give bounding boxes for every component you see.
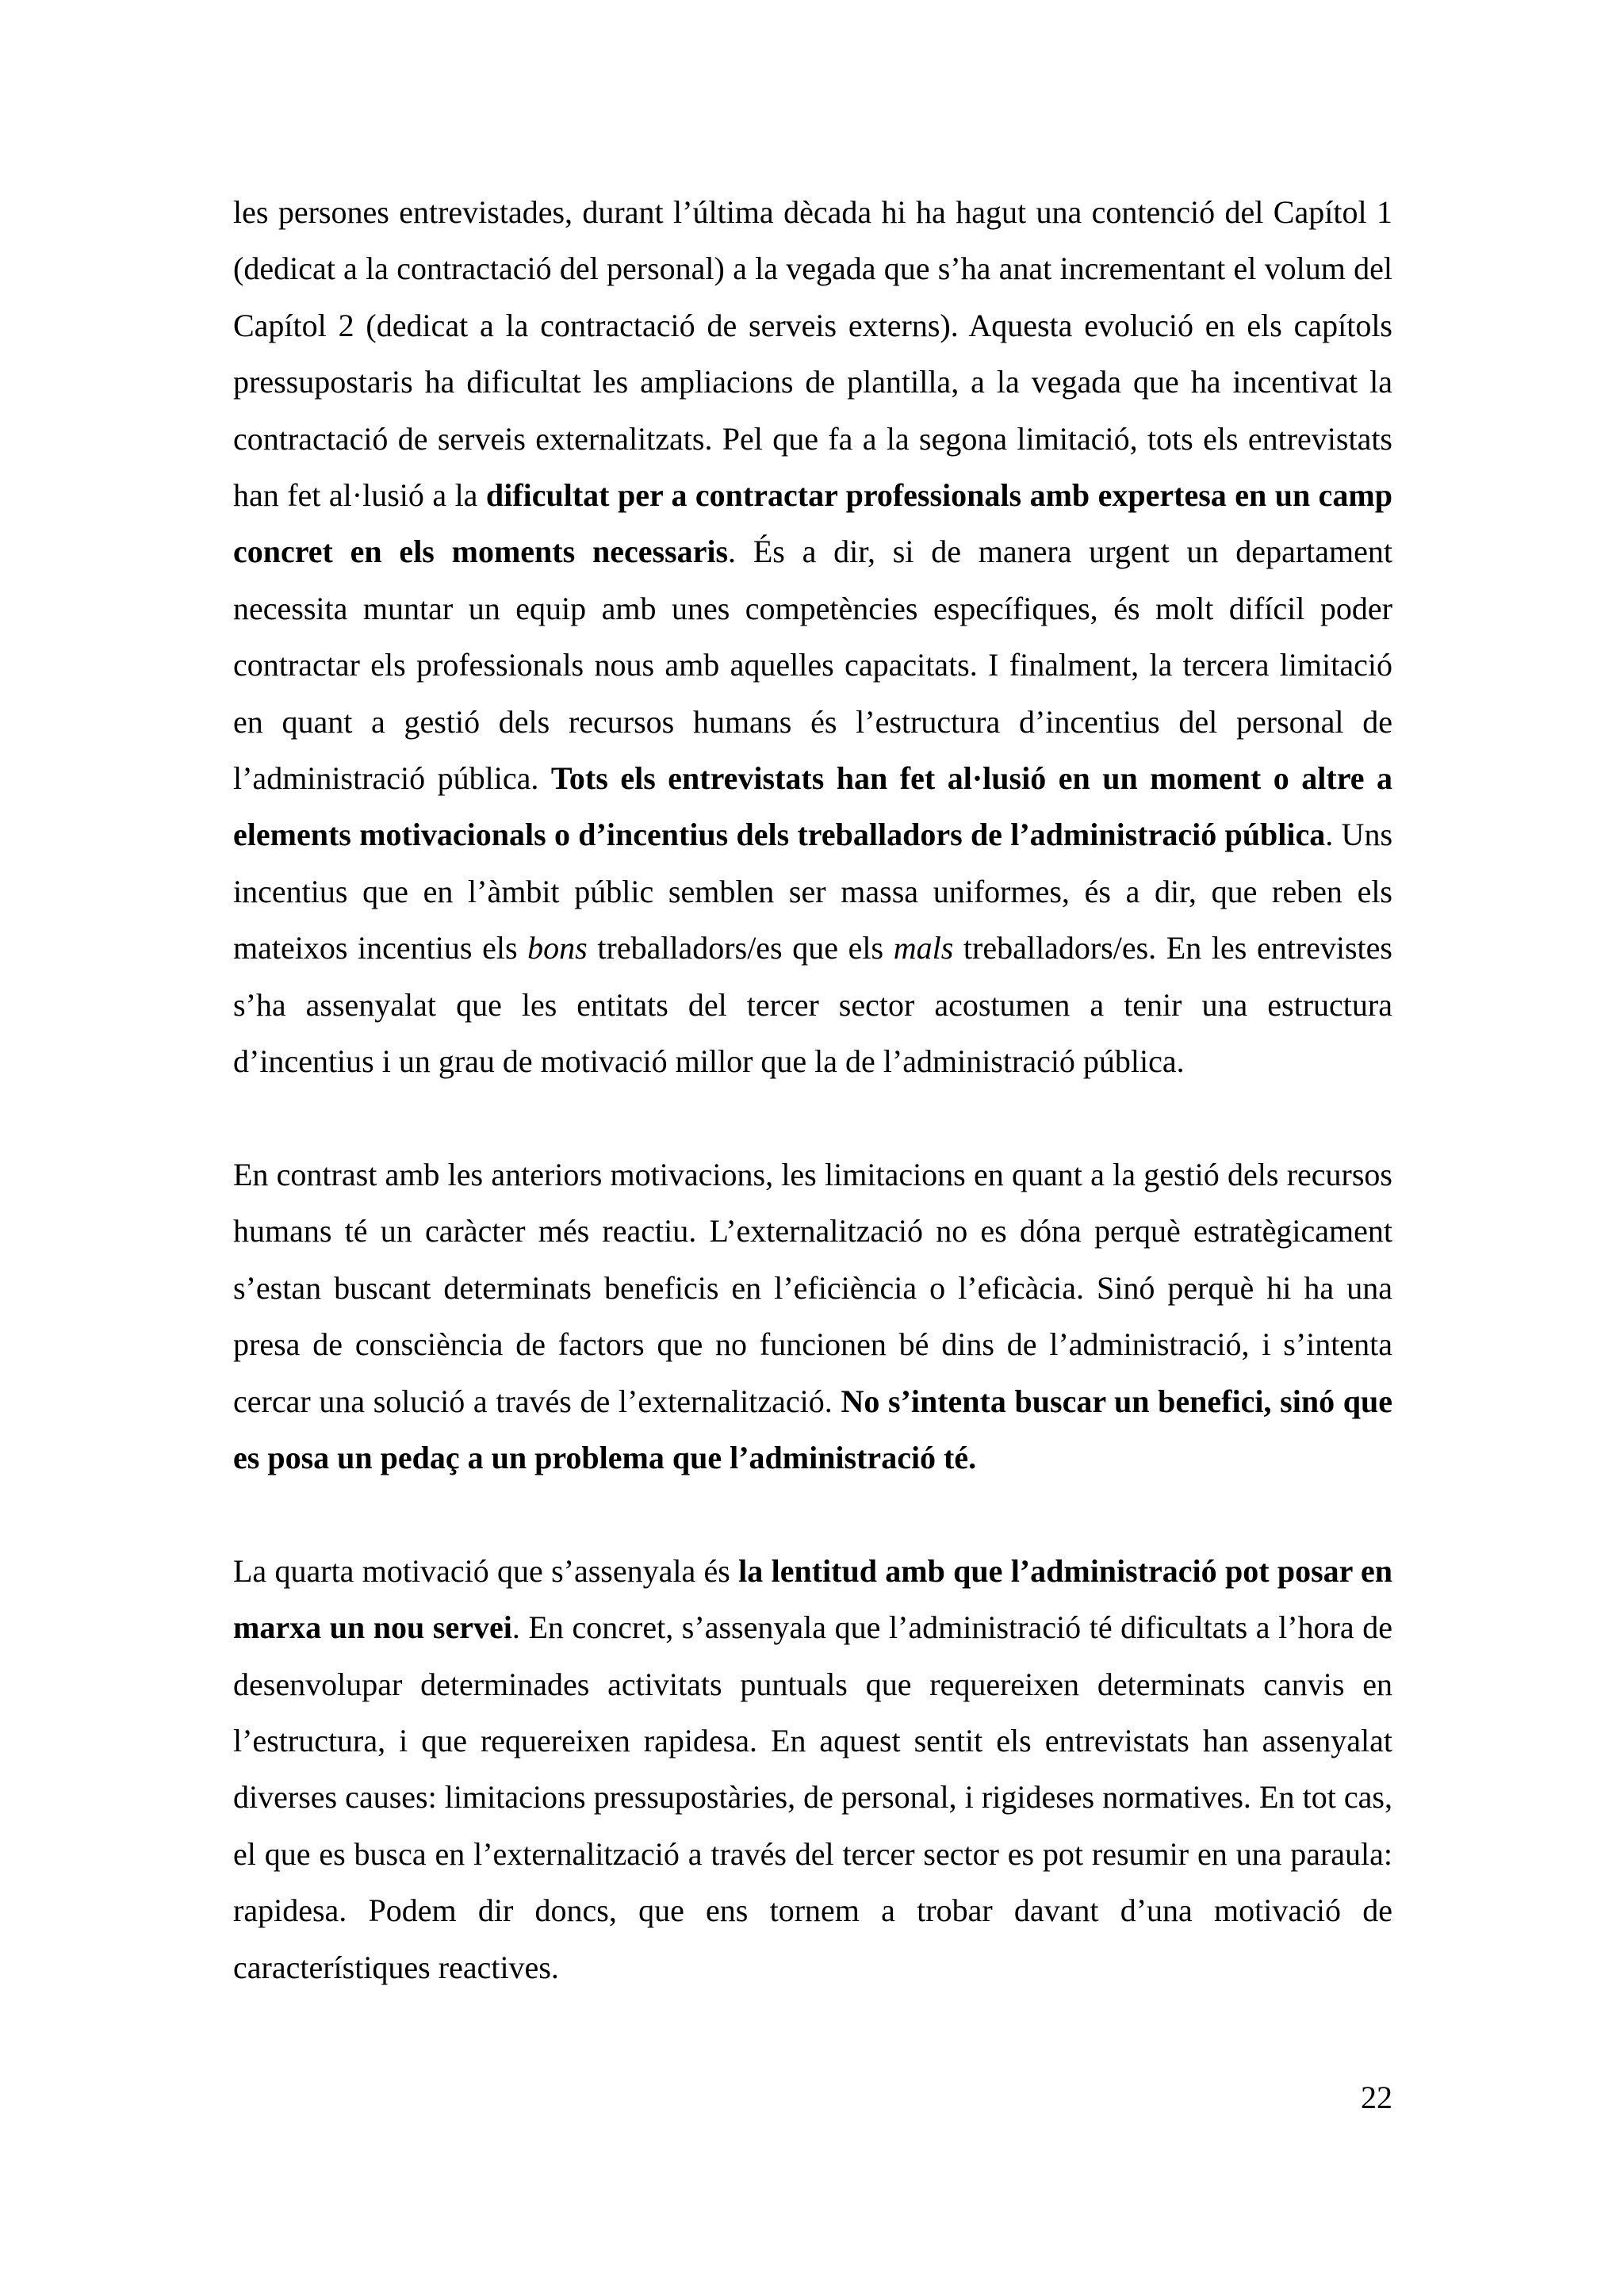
- paragraph-2: [233, 1146, 1392, 1486]
- text-segment: . En concret, s’assenyala que l’administració té dificultats a l’hora de desenvolupar determinades activitats puntuals que requereixen determinats canvis en l’estructura, i que requereixen rapidesa. En aquest sentit els entrevistats han assenyalat diverses causes: limitacions pressupostàries, de personal, i rigideses normatives. En tot cas, el que es busca en l’externalització a través del tercer sector es pot resumir en una paraula: rapidesa. Podem dir doncs, que ens tornem a trobar davant d’una motivació de característiques reactives.: [233, 1609, 1392, 1985]
- text-segment: . És a dir, si de manera urgent un departament necessita muntar un equip amb unes competències específiques, és molt difícil poder contractar els professionals nous amb aquelles capacitats. I finalment, la tercera limitació en quant a gestió dels recursos humans és l’estructura d’incentius del personal de l’administració pública.: [233, 534, 1392, 797]
- body-text: [233, 184, 1392, 1996]
- bold-text-segment: dificultat per a contractar professionals amb expertesa en un camp concret en els moments necessaris: [233, 477, 1392, 570]
- text-segment: La quarta motivació que s’assenyala és: [233, 1552, 739, 1589]
- paragraph-3: [233, 1543, 1392, 1996]
- paragraph-spacer: [233, 1090, 1392, 1146]
- bold-text-segment: la lentitud amb que l’administració pot posar en marxa un nou servei: [233, 1552, 1393, 1646]
- text-segment: les persones entrevistades, durant l’última dècada hi ha hagut una contenció del Capítol 1 (dedicat a la contractació del personal) a la vegada que s’ha anat incrementant el volum del Capítol 2 (dedicat a la contractació de serveis externs). Aquesta evolució en els capítols pressupostaris ha dificultat les ampliacions de plantilla, a la vegada que ha incentivat la contractació de serveis externalitzats. Pel que fa a la segona limitació, tots els entrevistats han fet al·lusió a la: [233, 194, 1392, 514]
- bold-text-segment: Tots els entrevistats han fet al·lusió en un moment o altre a elements motivacionals o d’incentius dels treballadors de l’administració pública: [233, 760, 1392, 853]
- text-segment: En contrast amb les anteriors motivacions, les limitacions en quant a la gestió dels recursos humans té un caràcter més reactiu. L’externalització no es dóna perquè estratègicament s’estan buscant determinats beneficis en l’eficiència o l’eficàcia. Sinó perquè hi ha una presa de consciència de factors que no funcionen bé dins de l’administració, i s’intenta cercar una solució a través de l’externalització.: [233, 1156, 1392, 1419]
- paragraph-1: [233, 184, 1392, 1090]
- paragraph-spacer: [233, 1486, 1392, 1542]
- bold-text-segment: No s’intenta buscar un benefici, sinó que es posa un pedaç a un problema que l’administració té.: [233, 1383, 1392, 1475]
- text-segment: treballadors/es que els: [587, 930, 894, 966]
- italic-text-segment: bons: [527, 930, 588, 966]
- page-number: 22: [1361, 2080, 1392, 2115]
- text-segment: . Uns incentius que en l’àmbit públic semblen ser massa uniformes, és a dir, que reben els mateixos incentius els: [233, 817, 1393, 966]
- text-segment: treballadors/es. En les entrevistes s’ha assenyalat que les entitats del tercer sector acostumen a tenir una estructura d’incentius i un grau de motivació millor que la de l’administració pública.: [233, 930, 1392, 1080]
- italic-text-segment: mals: [893, 930, 954, 966]
